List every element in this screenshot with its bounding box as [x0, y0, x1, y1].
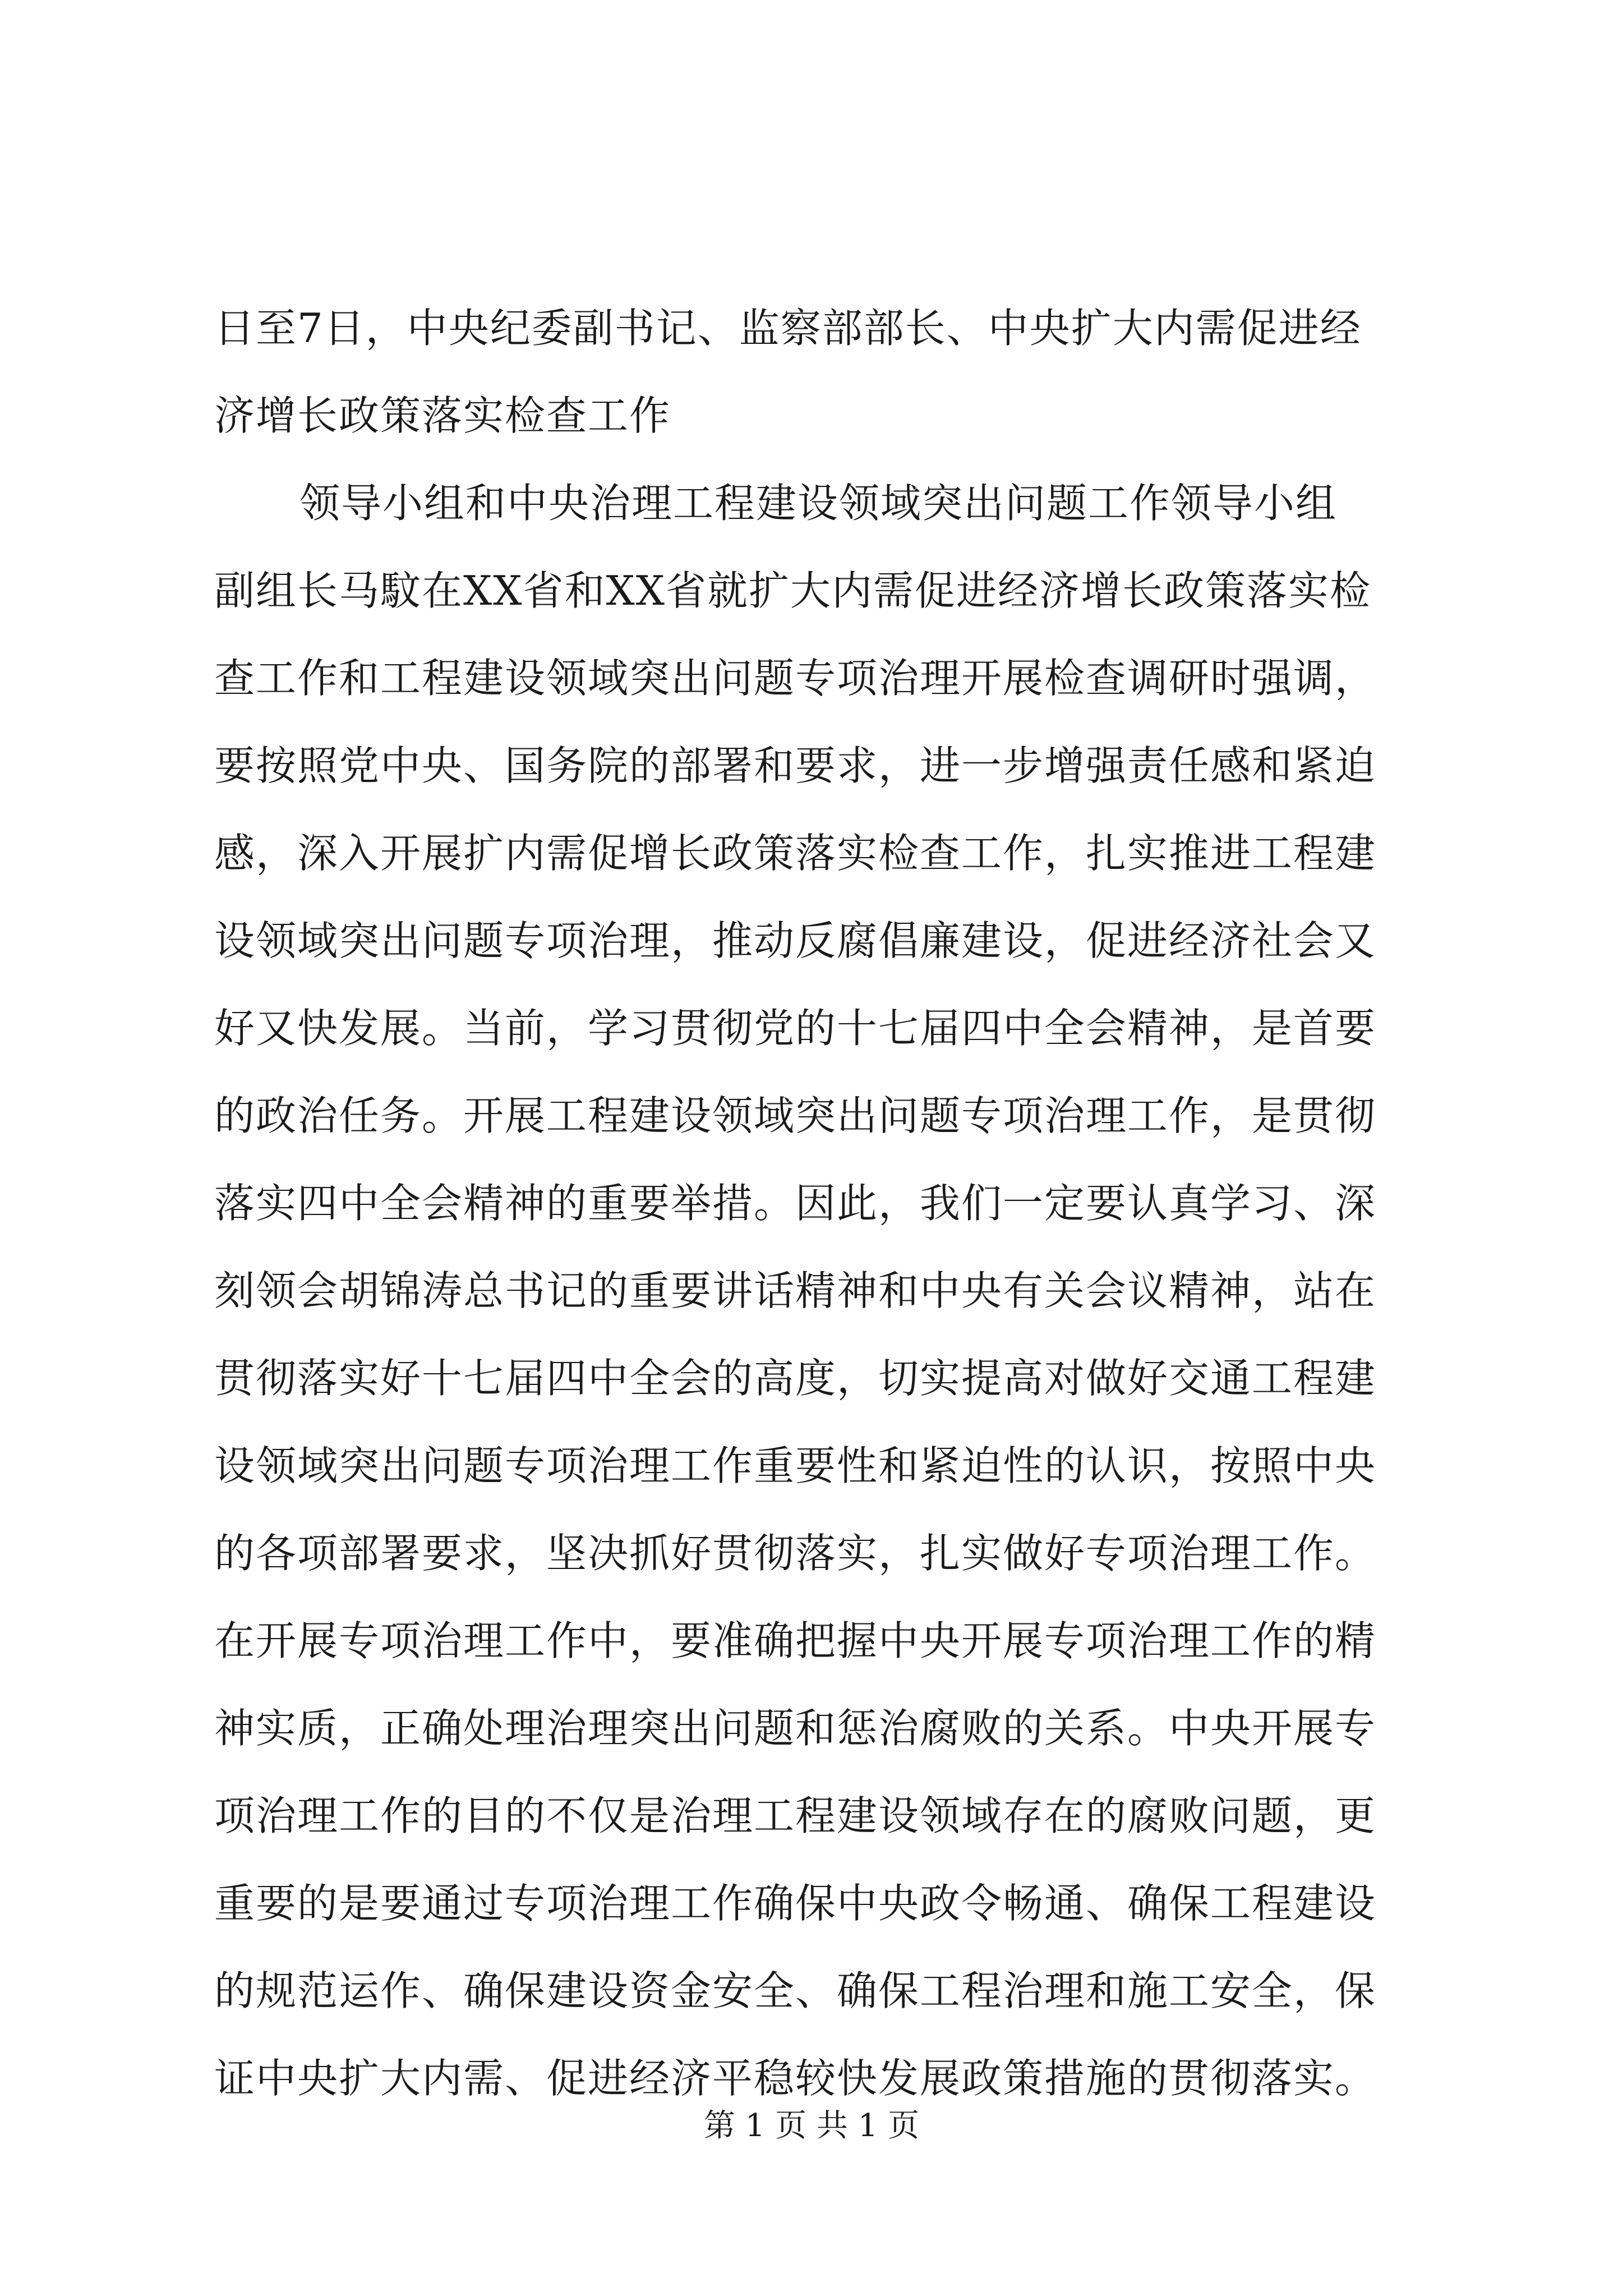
text-line: 要按照党中央、国务院的部署和要求，进一步增强责任感和紧迫	[214, 742, 1377, 789]
page-number-footer: 第 1 页 共 1 页	[703, 2108, 920, 2144]
text-line: 落实四中全会精神的重要举措。因此，我们一定要认真学习、深	[214, 1180, 1377, 1227]
text-line: 好又快发展。当前，学习贯彻党的十七届四中全会精神，是首要	[214, 1005, 1377, 1052]
text-line: 的规范运作、确保建设资金安全、确保工程治理和施工安全，保	[214, 1967, 1377, 2014]
text-line: 神实质，正确处理治理突出问题和惩治腐败的关系。中央开展专	[214, 1705, 1377, 1752]
paragraph-first-line: 领导小组和中央治理工程建设领域突出问题工作领导小组	[299, 480, 1338, 527]
text-line: 项治理工作的目的不仅是治理工程建设领域存在的腐败问题，更	[214, 1792, 1377, 1839]
text-line: 的各项部署要求，坚决抓好贯彻落实，扎实做好专项治理工作。	[214, 1530, 1377, 1577]
text-line: 的政治任务。开展工程建设领域突出问题专项治理工作，是贯彻	[214, 1092, 1377, 1139]
text-line: 重要的是要通过专项治理工作确保中央政令畅通、确保工程建设	[214, 1880, 1377, 1927]
text-line: 副组长马馼在XX省和XX省就扩大内需促进经济增长政策落实检	[214, 567, 1372, 614]
text-line: 贯彻落实好十七届四中全会的高度，切实提高对做好交通工程建	[214, 1355, 1377, 1402]
text-line: 证中央扩大内需、促进经济平稳较快发展政策措施的贯彻落实。	[214, 2055, 1377, 2102]
text-line: 在开展专项治理工作中，要准确把握中央开展专项治理工作的精	[214, 1617, 1377, 1664]
text-line: 感，深入开展扩内需促增长政策落实检查工作，扎实推进工程建	[214, 830, 1377, 877]
text-line: 设领域突出问题专项治理工作重要性和紧迫性的认识，按照中央	[214, 1442, 1377, 1489]
text-line: 刻领会胡锦涛总书记的重要讲话精神和中央有关会议精神，站在	[214, 1267, 1377, 1314]
text-line: 设领域突出问题专项治理，推动反腐倡廉建设，促进经济社会又	[214, 917, 1377, 964]
text-line: 日至7日，中央纪委副书记、监察部部长、中央扩大内需促进经	[214, 305, 1362, 352]
text-line: 济增长政策落实检查工作	[214, 392, 671, 439]
text-line: 查工作和工程建设领域突出问题专项治理开展检查调研时强调，	[214, 655, 1377, 702]
